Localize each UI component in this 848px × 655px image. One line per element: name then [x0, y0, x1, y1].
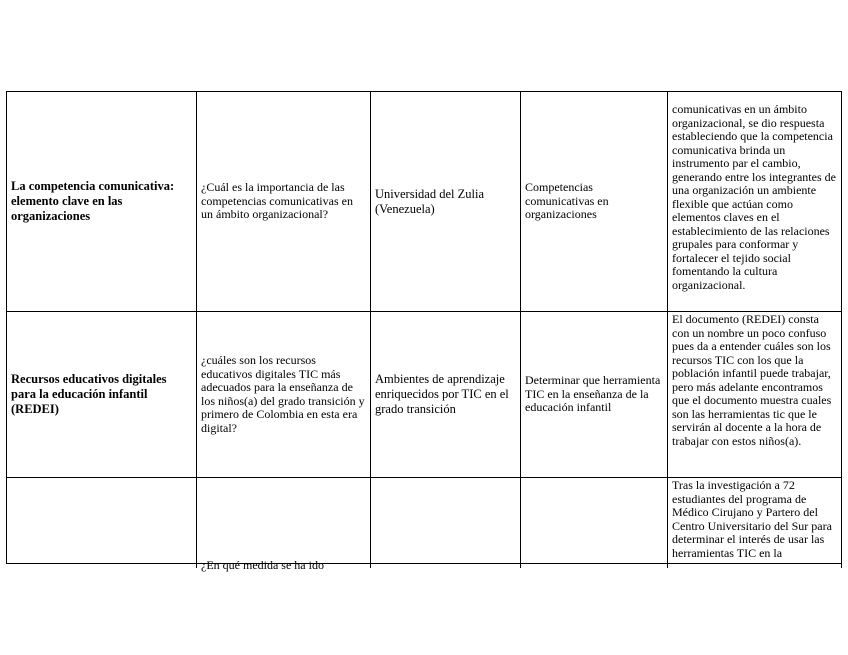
topic-cell	[521, 312, 668, 477]
question-cell	[197, 478, 371, 572]
research-table	[6, 91, 842, 572]
topic-cell	[521, 478, 668, 568]
institution-cell	[371, 478, 521, 568]
institution-text: Ambientes de aprendizaje enriquecidos por TIC en el grado transición	[375, 372, 509, 416]
topic-cell	[521, 92, 668, 311]
table-row	[7, 312, 842, 478]
title-cell	[7, 92, 197, 311]
institution-text: Universidad del Zulia (Venezuela)	[375, 186, 484, 216]
conclusion-cell	[668, 478, 842, 568]
conclusion-text: Tras la investigación a 72 estudiantes del programa de Médico Cirujano y Partero del Centro Universitario del Sur para determinar el interés de usar las herramientas TIC en la	[672, 478, 832, 560]
title-cell	[7, 312, 197, 477]
table-row	[7, 92, 842, 312]
conclusion-cell	[668, 92, 842, 311]
conclusion-text: comunicativas en un ámbito organizacional, se dio respuesta estableciendo que la competencia comunicativa brinda un instrumento par el cambio, generando entre los integrantes de una organización un ambiente flexible que actúan como elementos claves en el establecimiento de las relaciones grupales para conformar y fortalecer el tejido social fomentando la cultura organizacional.	[672, 102, 836, 292]
question-text: ¿En qué medida se ha ido	[201, 557, 324, 572]
conclusion-text: El documento (REDEI) consta con un nombre un poco confuso pues da a entender cuáles son los recursos TIC con los que la población infantil puede trabajar, pero más adelante encontramos que el documento muestra cuales son las herramientas tic que le servirán al docente a la hora de trabajar con estos niños(a).	[672, 312, 832, 448]
institution-cell	[371, 312, 521, 477]
question-cell	[197, 92, 371, 311]
topic-text: Competencias comunicativas en organizaciones	[525, 180, 609, 222]
institution-cell	[371, 92, 521, 311]
question-text: ¿cuáles son los recursos educativos digitales TIC más adecuados para la enseñanza de los niños(a) del grado transición y primero de Colombia en esta era digital?	[201, 353, 365, 435]
title-text: Recursos educativos digitales para la educación infantil (REDEI)	[11, 372, 167, 416]
conclusion-cell	[668, 312, 842, 477]
table-row	[7, 478, 842, 572]
question-cell	[197, 312, 371, 477]
title-text: La competencia comunicativa: elemento clave en las organizaciones	[11, 179, 175, 223]
topic-text: Determinar que herramienta TIC en la enseñanza de la educación infantil	[525, 373, 661, 415]
question-text: ¿Cuál es la importancia de las competencias comunicativas en un ámbito organizacional?	[201, 180, 353, 222]
title-cell	[7, 478, 197, 568]
